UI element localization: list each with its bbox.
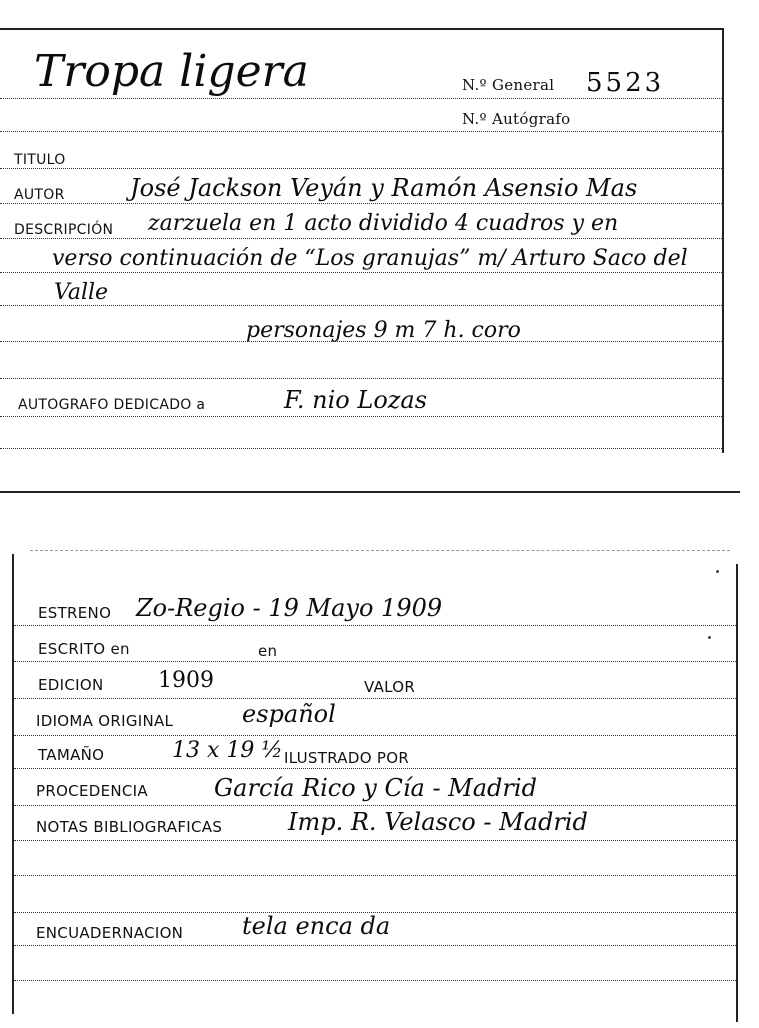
catalog-card-top	[0, 0, 759, 495]
ruled-line	[14, 805, 736, 806]
notas-value: Imp. R. Velasco - Madrid	[288, 808, 588, 836]
idioma-value: español	[242, 700, 336, 728]
ruled-line	[0, 238, 722, 239]
descripcion-line-2: verso continuación de “Los granujas” m/ Arturo Saco del	[52, 246, 688, 271]
procedencia-label: PROCEDENCIA	[36, 782, 148, 800]
ruled-line	[14, 625, 736, 626]
ruled-line	[0, 272, 722, 273]
card-border-right	[722, 28, 724, 453]
ruled-line	[14, 980, 736, 981]
ruled-line	[0, 416, 722, 417]
estreno-label: ESTRENO	[38, 604, 112, 622]
ruled-line	[14, 735, 736, 736]
general-number-label: N.º General	[462, 76, 555, 94]
ruled-line	[0, 168, 722, 169]
ruled-line	[14, 945, 736, 946]
tamano-label: TAMAÑO	[38, 746, 105, 764]
autografo-number-label: N.º Autógrafo	[462, 110, 571, 128]
autor-value: José Jackson Veyán y Ramón Asensio Mas	[130, 174, 638, 202]
idioma-label: IDIOMA ORIGINAL	[36, 712, 174, 730]
card-border-bottom	[0, 491, 740, 493]
ruled-line	[14, 661, 736, 662]
estreno-value: Zo-Regio - 19 Mayo 1909	[136, 594, 443, 622]
encuadernacion-value: tela enca da	[242, 912, 391, 940]
descripcion-label: DESCRIPCIÓN	[14, 222, 114, 238]
catalog-card-bottom	[0, 540, 759, 1028]
tamano-value: 13 x 19 ½	[172, 738, 283, 763]
autor-label: AUTOR	[14, 187, 65, 203]
ink-speck	[716, 570, 719, 573]
ruled-line	[0, 378, 722, 379]
ink-speck	[708, 636, 711, 639]
ilustrado-label: ILUSTRADO POR	[284, 749, 410, 767]
card-border-top	[0, 28, 724, 30]
autografo-dedicado-label: AUTOGRAFO DEDICADO a	[18, 397, 206, 413]
ruled-line	[0, 131, 722, 132]
procedencia-value: García Rico y Cía - Madrid	[214, 774, 537, 802]
notas-label: NOTAS BIBLIOGRAFICAS	[36, 818, 223, 836]
general-number-value: 5523	[586, 68, 665, 98]
ruled-line	[14, 840, 736, 841]
autografo-dedicado-value: F. nio Lozas	[284, 386, 428, 414]
descripcion-line-3: Valle	[54, 280, 109, 305]
ruled-line	[0, 98, 722, 99]
ruled-line	[14, 768, 736, 769]
ruled-line	[0, 448, 722, 449]
card-border-top-faint	[30, 550, 730, 551]
descripcion-line-1: zarzuela en 1 acto dividido 4 cuadros y en	[148, 211, 619, 236]
titulo-label: TITULO	[14, 152, 66, 168]
valor-label: VALOR	[364, 678, 416, 696]
ruled-line	[0, 305, 722, 306]
escrito-en-label: en	[258, 642, 278, 660]
encuadernacion-label: ENCUADERNACION	[36, 924, 184, 942]
edicion-label: EDICION	[38, 676, 104, 694]
personajes-note: personajes 9 m 7 h. coro	[246, 318, 521, 343]
ruled-line	[0, 203, 722, 204]
card-border-right	[736, 564, 738, 1022]
ruled-line	[14, 875, 736, 876]
title-handwritten: Tropa ligera	[34, 46, 309, 97]
ruled-line	[14, 698, 736, 699]
escrito-label: ESCRITO en	[38, 640, 130, 658]
edicion-value: 1909	[158, 668, 214, 693]
